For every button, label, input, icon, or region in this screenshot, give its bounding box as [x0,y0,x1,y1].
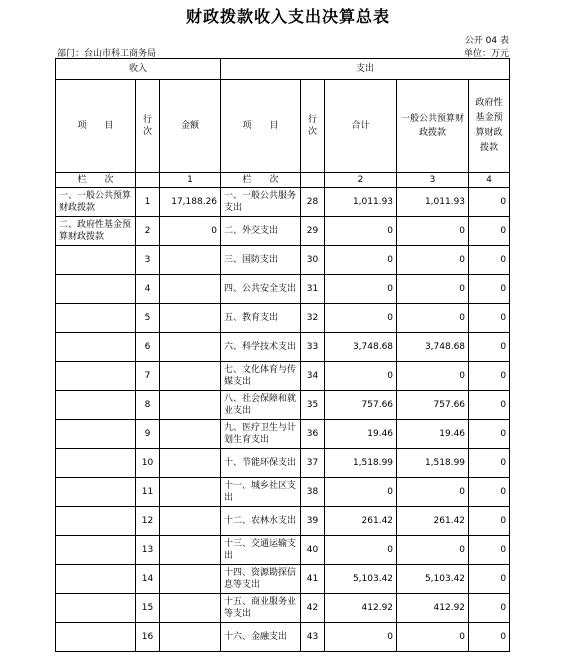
expense-total: 1,518.99 [325,449,397,478]
table-row [56,449,510,478]
income-row-number: 1 [136,188,160,217]
income-row-number: 15 [136,594,160,623]
expense-total: 0 [325,478,397,507]
fund-budget-amount: 0 [469,217,510,246]
department-label: 部门：台山市科工商务局 [57,49,157,59]
fund-budget-amount: 0 [469,623,510,652]
expense-total: 0 [325,275,397,304]
expense-total: 0 [325,217,397,246]
expense-item: 十二、农林水支出 [221,507,301,536]
expense-total: 757.66 [325,391,397,420]
income-amount [160,594,221,623]
table-row [56,246,510,275]
fund-budget-header: 政府性基金预算财政拨款 [469,80,510,173]
fund-budget-amount: 0 [469,420,510,449]
income-amount [160,333,221,362]
column-number: 4 [469,173,510,188]
expense-item: 十一、城乡社区支出 [221,478,301,507]
income-row-number: 14 [136,565,160,594]
table-row [56,623,510,652]
general-budget-amount: 0 [397,217,469,246]
fund-budget-amount: 0 [469,246,510,275]
table-row [56,478,510,507]
table-row [56,594,510,623]
expense-item: 二、外交支出 [221,217,301,246]
income-row-number: 12 [136,507,160,536]
income-item: 一、一般公共预算财政拨款 [56,188,136,217]
expense-row-number: 40 [301,536,325,565]
table-row [56,304,510,333]
general-budget-amount: 1,518.99 [397,449,469,478]
expense-item-header: 项 目 [221,80,301,173]
fund-budget-amount: 0 [469,275,510,304]
income-amount: 17,188.26 [160,188,221,217]
general-budget-amount: 0 [397,362,469,391]
income-item [56,420,136,449]
fund-budget-amount: 0 [469,536,510,565]
column-blank [301,173,325,188]
general-budget-amount: 0 [397,623,469,652]
column-number: 2 [325,173,397,188]
page-title: 财政拨款收入支出决算总表 [185,7,390,26]
income-item [56,623,136,652]
general-budget-amount: 5,103.42 [397,565,469,594]
income-item [56,536,136,565]
expense-row-number: 30 [301,246,325,275]
income-item [56,565,136,594]
income-item [56,594,136,623]
expense-total: 0 [325,536,397,565]
fund-budget-amount: 0 [469,188,510,217]
income-item [56,275,136,304]
general-budget-amount: 19.46 [397,420,469,449]
expense-item: 一、一般公共服务支出 [221,188,301,217]
table-row [56,217,510,246]
total-header: 合计 [325,80,397,173]
table-row [56,188,510,217]
expense-row-number: 34 [301,362,325,391]
expense-item: 五、教育支出 [221,304,301,333]
income-amount [160,362,221,391]
expense-row-number: 43 [301,623,325,652]
general-budget-amount: 0 [397,536,469,565]
form-number: 公开 04 表 [464,36,509,46]
income-item-header: 项 目 [56,80,136,173]
unit-label: 单位：万元 [463,49,509,59]
fund-budget-amount: 0 [469,565,510,594]
general-budget-amount: 3,748.68 [397,333,469,362]
expense-row-number: 37 [301,449,325,478]
general-budget-amount: 1,011.93 [397,188,469,217]
column-label-income: 栏 次 [56,173,136,188]
general-budget-header: 一般公共预算财政拨款 [397,80,469,173]
fund-budget-amount: 0 [469,362,510,391]
table-row [56,420,510,449]
general-budget-amount: 0 [397,275,469,304]
expense-total: 0 [325,362,397,391]
income-amount [160,565,221,594]
expense-item: 六、科学技术支出 [221,333,301,362]
fund-budget-amount: 0 [469,304,510,333]
income-item: 二、政府性基金预算财政拨款 [56,217,136,246]
income-item [56,478,136,507]
table-row [56,391,510,420]
expense-row-number: 35 [301,391,325,420]
income-item [56,391,136,420]
income-item [56,304,136,333]
expense-total: 5,103.42 [325,565,397,594]
expense-row-number: 29 [301,217,325,246]
column-number: 3 [397,173,469,188]
income-header: 收入 [56,59,221,80]
income-item [56,246,136,275]
expense-item: 四、公共安全支出 [221,275,301,304]
expense-item: 三、国防支出 [221,246,301,275]
expense-row-number: 28 [301,188,325,217]
income-row-number: 10 [136,449,160,478]
expense-total: 3,748.68 [325,333,397,362]
expense-row-number: 31 [301,275,325,304]
table-row [56,565,510,594]
income-amount [160,507,221,536]
income-amount [160,478,221,507]
income-amount [160,246,221,275]
expense-item: 七、文化体育与传媒支出 [221,362,301,391]
expense-row-no-header: 行次 [301,80,325,173]
income-amount [160,304,221,333]
expense-total: 0 [325,623,397,652]
income-row-number: 8 [136,391,160,420]
general-budget-amount: 261.42 [397,507,469,536]
fund-budget-amount: 0 [469,333,510,362]
income-item [56,507,136,536]
expense-row-number: 38 [301,478,325,507]
income-amount [160,449,221,478]
expense-total: 0 [325,304,397,333]
expense-row-number: 32 [301,304,325,333]
income-row-number: 6 [136,333,160,362]
income-row-number: 7 [136,362,160,391]
table-row [56,362,510,391]
column-number: 1 [160,173,221,188]
income-amount: 0 [160,217,221,246]
table-row [56,536,510,565]
column-label-expense: 栏 次 [221,173,301,188]
general-budget-amount: 0 [397,478,469,507]
income-item [56,333,136,362]
income-amount [160,391,221,420]
income-amount [160,536,221,565]
general-budget-amount: 412.92 [397,594,469,623]
expense-header: 支出 [221,59,510,80]
income-row-number: 4 [136,275,160,304]
expense-row-number: 41 [301,565,325,594]
income-row-no-header: 行次 [136,80,160,173]
expense-row-number: 33 [301,333,325,362]
fund-budget-amount: 0 [469,478,510,507]
expense-item: 九、医疗卫生与计划生育支出 [221,420,301,449]
expense-total: 19.46 [325,420,397,449]
general-budget-amount: 757.66 [397,391,469,420]
expense-item: 十五、商业服务业等支出 [221,594,301,623]
general-budget-amount: 0 [397,304,469,333]
income-row-number: 3 [136,246,160,275]
income-row-number: 2 [136,217,160,246]
income-row-number: 13 [136,536,160,565]
fund-budget-amount: 0 [469,594,510,623]
expense-item: 八、社会保障和就业支出 [221,391,301,420]
income-amount [160,275,221,304]
general-budget-amount: 0 [397,246,469,275]
fund-budget-amount: 0 [469,391,510,420]
expense-item: 十三、交通运输支出 [221,536,301,565]
income-amount [160,623,221,652]
expense-total: 1,011.93 [325,188,397,217]
income-row-number: 9 [136,420,160,449]
income-row-number: 5 [136,304,160,333]
expense-row-number: 36 [301,420,325,449]
expense-item: 十、节能环保支出 [221,449,301,478]
table-row [56,507,510,536]
income-item [56,362,136,391]
expense-row-number: 39 [301,507,325,536]
expense-total: 412.92 [325,594,397,623]
expense-total: 0 [325,246,397,275]
expense-total: 261.42 [325,507,397,536]
income-amount [160,420,221,449]
amount-header: 金额 [160,80,221,173]
expense-row-number: 42 [301,594,325,623]
column-blank [136,173,160,188]
fund-budget-amount: 0 [469,507,510,536]
expense-item: 十六、金融支出 [221,623,301,652]
income-row-number: 11 [136,478,160,507]
table-row [56,333,510,362]
table-row [56,275,510,304]
budget-table [55,58,510,652]
fund-budget-amount: 0 [469,449,510,478]
income-item [56,449,136,478]
income-row-number: 16 [136,623,160,652]
expense-item: 十四、资源勘探信息等支出 [221,565,301,594]
